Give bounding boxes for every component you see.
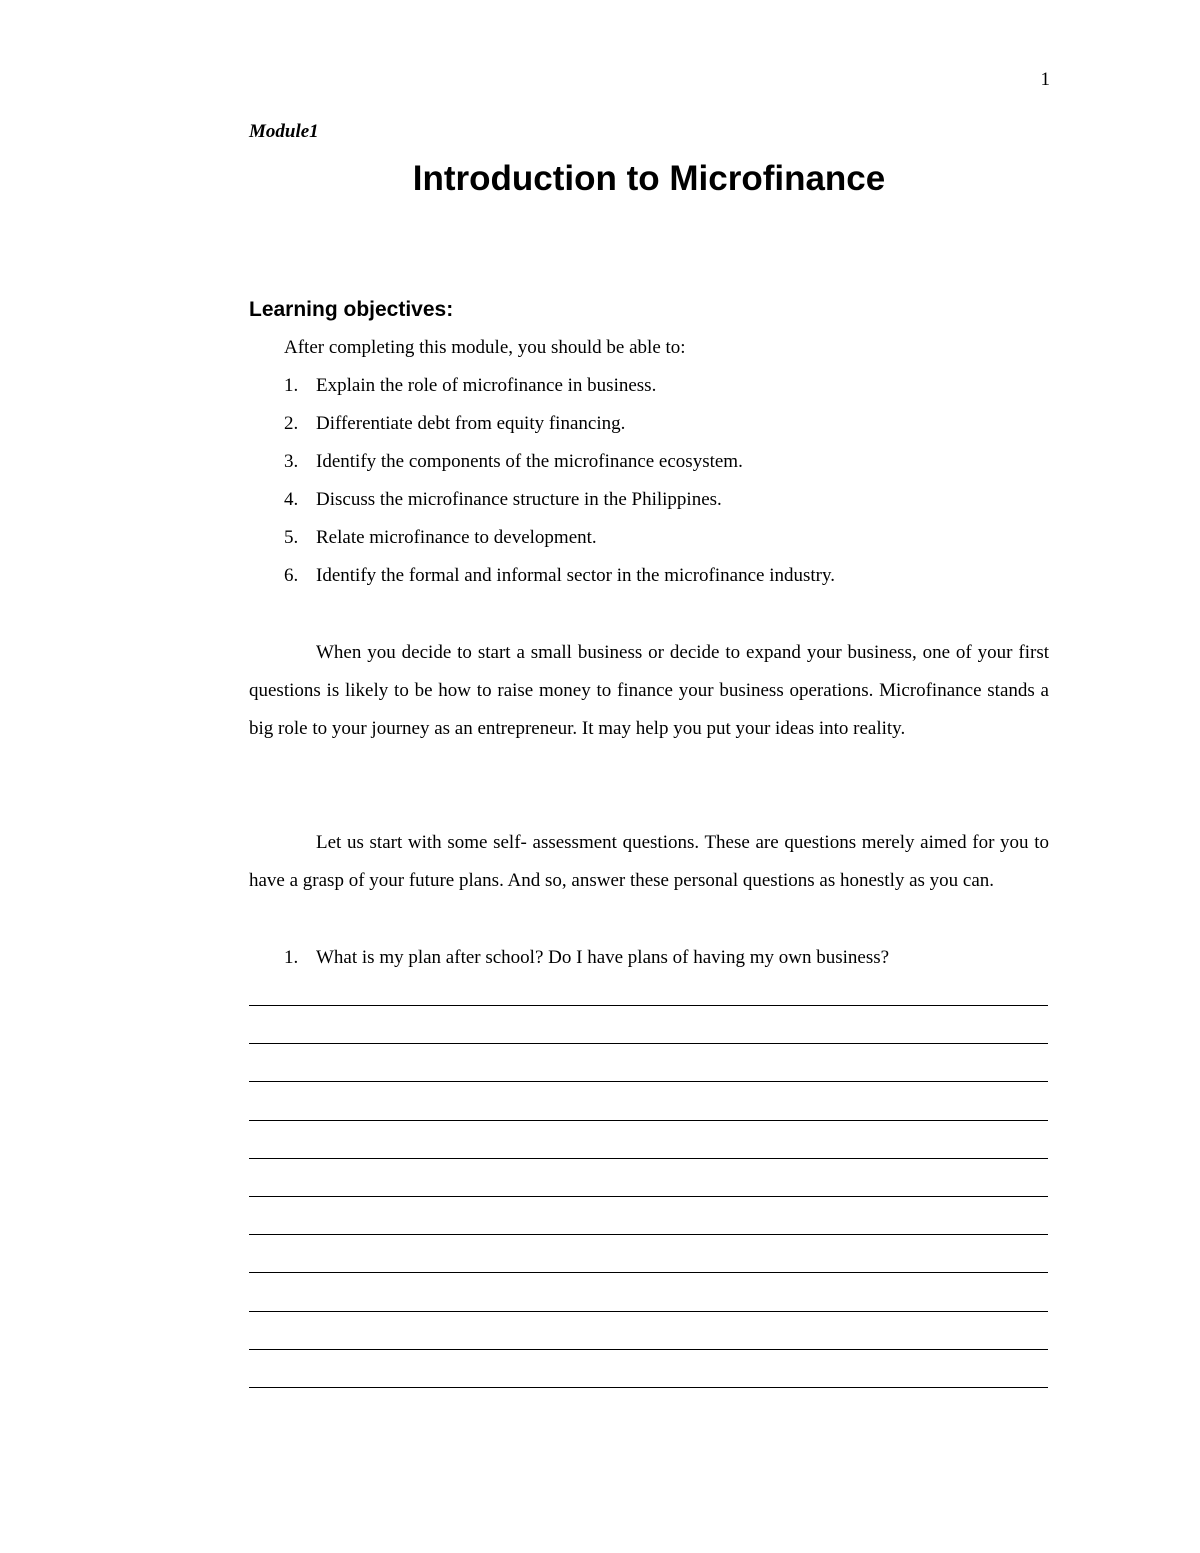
page-number: 1: [1040, 69, 1050, 90]
answer-line[interactable]: [249, 1387, 1048, 1425]
answer-lines[interactable]: [249, 1005, 1048, 1425]
intro-paragraph: When you decide to start a small business or decide to expand your business, one of your first questions is likely to be how to raise money to finance your business operations. Microfinance stands a big role to your journey as an entrepreneur. It may help you put your ideas into reality.: [249, 642, 1049, 739]
module-label: Module1: [249, 121, 319, 142]
answer-line[interactable]: [249, 1081, 1048, 1119]
self-assessment-paragraph: Let us start with some self- assessment questions. These are questions merely aimed for you to have a grasp of your future plans. And so, answer these personal questions as honestly as you can.: [249, 832, 1049, 891]
answer-line[interactable]: [249, 1234, 1048, 1272]
objectives-intro: After completing this module, you should be able to:: [284, 337, 686, 358]
answer-line[interactable]: [249, 1272, 1048, 1310]
answer-line[interactable]: [249, 1005, 1048, 1043]
objective-number: 6.: [284, 565, 299, 586]
answer-line[interactable]: [249, 1196, 1048, 1234]
objective-text: Differentiate debt from equity financing.: [316, 413, 626, 434]
objective-text: Discuss the microfinance structure in the Philippines.: [316, 489, 722, 510]
objective-number: 1.: [284, 375, 299, 396]
answer-line[interactable]: [249, 1043, 1048, 1081]
objective-text: Explain the role of microfinance in business.: [316, 375, 657, 396]
page-title: Introduction to Microfinance: [412, 159, 886, 198]
objective-text: Identify the components of the microfinance ecosystem.: [316, 451, 743, 472]
objective-number: 5.: [284, 527, 299, 548]
question-text: What is my plan after school? Do I have plans of having my own business?: [316, 947, 890, 968]
objective-text: Relate microfinance to development.: [316, 527, 597, 548]
objective-number: 3.: [284, 451, 299, 472]
answer-line[interactable]: [249, 1349, 1048, 1387]
answer-line[interactable]: [249, 1311, 1048, 1349]
question-item: [0, 946, 1200, 972]
objective-number: 4.: [284, 489, 299, 510]
learning-objectives-heading: Learning objectives:: [249, 298, 454, 321]
answer-line[interactable]: [249, 1120, 1048, 1158]
question-number: 1.: [284, 947, 299, 968]
objective-text: Identify the formal and informal sector in the microfinance industry.: [316, 565, 835, 586]
answer-line[interactable]: [249, 1158, 1048, 1196]
objective-number: 2.: [284, 413, 299, 434]
